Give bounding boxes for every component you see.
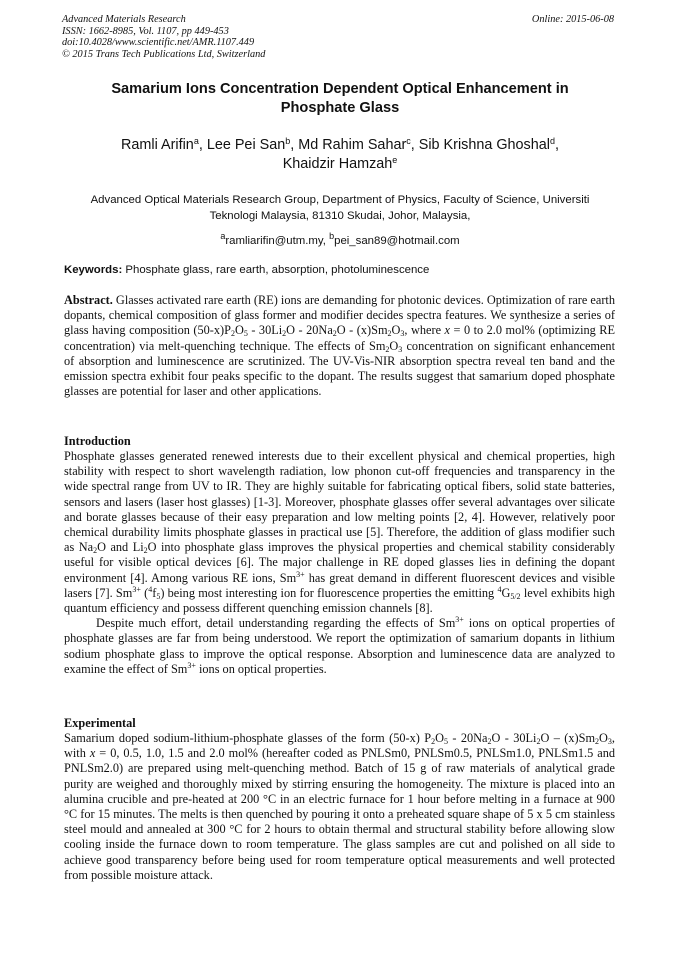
body-text: ions on optical properties. <box>195 661 327 676</box>
author-name: Ramli Arifin <box>121 137 194 153</box>
subscript: 2 <box>595 737 600 746</box>
body-text: has great demand in different fluorescent devices and visible lasers [7]. Sm <box>64 570 615 600</box>
author-affil-mark: e <box>392 154 398 165</box>
paper-title-line2: Phosphate Glass <box>280 99 400 116</box>
abstract <box>64 293 615 399</box>
author-emails <box>60 231 620 249</box>
email-link[interactable]: pei_san89@hotmail.com <box>334 235 460 247</box>
subscript: 2 <box>487 737 492 746</box>
author-name: Sib Krishna Ghoshal <box>418 137 550 153</box>
abstract-text: O <box>234 323 244 338</box>
subscript: 2 <box>536 737 541 746</box>
body-text: O - 30Li <box>491 731 537 745</box>
body-text: O into phosphate glass improves the physical properties and chemical stability considerably useful for visible optical devices [6]. The major challenge in RE doped glasses lies in defining the dopant environment [4]. Among various RE ions, Sm <box>64 540 615 585</box>
subscript: 2 <box>332 329 337 339</box>
author-name: Md Rahim Sahar <box>298 137 407 153</box>
author-affil-mark: c <box>406 136 411 146</box>
subscript: 2 <box>230 329 235 339</box>
superscript: 3+ <box>455 615 464 625</box>
abstract-text: - 30Li <box>247 323 283 338</box>
experimental-paragraph <box>64 731 615 883</box>
author-affil-mark: a <box>193 136 199 146</box>
abstract-text: O - (x)Sm <box>336 323 388 338</box>
body-text: ( <box>140 585 149 600</box>
journal-copyright: © 2015 Trans Tech Publications Ltd, Switzerland <box>62 48 266 60</box>
variable-x: x <box>89 746 96 761</box>
superscript: 3+ <box>132 584 141 594</box>
variable-x: x <box>444 323 450 338</box>
body-text: ) being most interesting ion for fluorescence properties the emitting <box>160 585 498 600</box>
subscript: 2 <box>387 329 392 339</box>
author-name: Khaidzir Hamzah <box>282 155 393 172</box>
subscript: 5 <box>243 329 248 339</box>
body-text: , with <box>64 731 615 761</box>
body-text: f <box>152 585 157 600</box>
experimental-body <box>64 731 615 883</box>
section-heading-introduction: Introduction <box>64 434 131 448</box>
body-text: - 20Na <box>447 731 488 745</box>
superscript: 3+ <box>187 660 196 670</box>
abstract-text: O <box>391 323 401 338</box>
body-text: O <box>599 731 608 745</box>
subscript: 2 <box>385 344 390 354</box>
body-text: O – (x)Sm <box>540 731 596 745</box>
email-mark: b <box>329 231 335 241</box>
keywords-text: Phosphate glass, rare earth, absorption, photoluminescence <box>122 264 430 276</box>
introduction-paragraph <box>64 449 615 616</box>
abstract-text: Glasses activated rare earth (RE) ions are demanding for photonic devices. Optimization of rare earth dopants, chemical composition of glass former and modifier decides spectra features. We synthesize a series of glass having composition (50-x)P <box>64 293 615 338</box>
email-link[interactable]: ramliarifin@utm.my, <box>225 235 330 247</box>
subscript: 5 <box>156 591 161 601</box>
author-list: Ramli Arifin$^a$, Lee Pei San$^b$, Md Rahim Sahar$^c$, Sib Krishna Ghoshal$^d$, Khaidzir Hamzah$^e$ <box>121 136 559 172</box>
abstract-label: Abstract. <box>64 293 113 307</box>
body-text: O and Li <box>97 540 144 555</box>
paper-title-line1: Samarium Ions Concentration Dependent Optical Enhancement in <box>111 81 569 97</box>
subscript: 3 <box>607 737 612 746</box>
body-text: Despite much effort, detail understanding regarding the effects of Sm <box>96 616 456 631</box>
online-date: Online: 2015-06-08 <box>531 14 614 25</box>
affiliation-line1: Advanced Optical Materials Research Group, Department of Physics, Faculty of Science, Universiti <box>90 194 590 206</box>
paper-title <box>60 80 620 117</box>
journal-header <box>62 14 622 60</box>
email-mark: a <box>220 231 226 241</box>
journal-issn: ISSN: 1662-8985, Vol. 1107, pp 449-453 <box>62 25 229 37</box>
superscript: 3+ <box>296 569 305 579</box>
body-text: level exhibits high quantum efficiency and possess different quenching emission channels [8]. <box>64 585 616 616</box>
subscript: 5/2 <box>510 591 521 601</box>
subscript: 2 <box>143 546 148 556</box>
subscript: 5 <box>443 737 448 746</box>
author-affil-mark: d <box>549 136 555 146</box>
keywords-label: Keywords: <box>64 264 123 276</box>
body-text: = 0, 0.5, 1.0, 1.5 and 2.0 mol% (hereafter coded as PNLSm0, PNLSm0.5, PNLSm1.0, PNLSm1.5 and PNLSm2.0) are prepared using melt-quenching method. Batch of 15 g of raw materials of analytical grade purity are weighed and thoroughly mixed by stirring ensuring the homogeneity. The mixture is placed into an alumina crucible and pre-heated at 200 °C in an electric furnace for 1 hour before melting in a furnace at 900 °C for 15 minutes. The melts is then quenched by pouring it onto a preheated square shape of 5 x 5 cm stainless steel mould and annealed at 300 °C for 2 hours to obtain thermal and structural stability before allowing slow cooling inside the furnace down to room temperature. The glass samples are cut and polished on all side to achieve good transparency before being used for room temperature optical measurements and well protected from possible moisture attack. <box>64 746 616 882</box>
abstract-text: = 0 to 2.0 mol% (optimizing RE concentration) via melt-quenching technique. The effects of Sm <box>64 323 615 353</box>
author-name: Lee Pei San <box>206 137 286 153</box>
abstract-text: concentration on significant enhancement of absorption and luminescence are scrutinized. The UV-Vis-NIR absorption spectra reveal ten band and the emission spectra exhibit four peaks specific to the dopant. The results suggest that samarium doped phosphate glasses are potential for laser and other applications. <box>64 338 615 399</box>
subscript: 2 <box>93 546 98 556</box>
abstract-text: , where <box>404 323 445 338</box>
journal-name: Advanced Materials Research <box>62 14 186 25</box>
body-text: Samarium doped sodium-lithium-phosphate glasses of the form (50-x) P <box>64 731 432 745</box>
subscript: 3 <box>400 329 405 339</box>
superscript: 4 <box>497 584 502 594</box>
journal-doi: doi:10.4028/www.scientific.net/AMR.1107.449 <box>62 37 255 49</box>
abstract-text: O <box>389 338 399 353</box>
subscript: 2 <box>431 737 436 746</box>
body-text: O <box>435 731 444 745</box>
body-text: ions on optical properties of phosphate glasses are far from being understood. We report the optimization of samarium dopants in lithium sodium phosphate glass to improve the optical response. Absorption and luminescence data are analyzed to examine the effect of Sm <box>64 616 615 676</box>
abstract-text: O - 20Na <box>286 323 333 338</box>
body-text: G <box>501 585 511 600</box>
introduction-paragraph <box>64 616 615 677</box>
subscript: 3 <box>398 344 403 354</box>
affiliation-line2: Teknologi Malaysia, 81310 Skudai, Johor, Malaysia, <box>209 209 471 222</box>
superscript: 4 <box>148 584 153 594</box>
keywords <box>64 263 624 278</box>
body-text: Phosphate glasses generated renewed interests due to their excellent physical and chemical properties, high stability with respect to short wavelength radiation, low phonon cut-off frequencies and transparency in the wide spectral range from UV to IR. They are highly suitable for fabricating optical fibers, solid state batteries, sensors and lasers (laser host glasses) [1-3]. Moreover, phosphate glasses offer several advantages over silicate and borate glasses because of their easy preparation and low melting points [2, 4]. However, relatively poor chemical durability limits phosphate glasses in practical use [5]. Therefore, the addition of glass modifier such as Na <box>64 449 615 555</box>
section-heading-experimental: Experimental <box>64 716 136 730</box>
affiliation <box>60 193 620 225</box>
subscript: 2 <box>282 329 287 339</box>
introduction-body <box>64 449 615 677</box>
author-affil-mark: b <box>285 136 291 146</box>
